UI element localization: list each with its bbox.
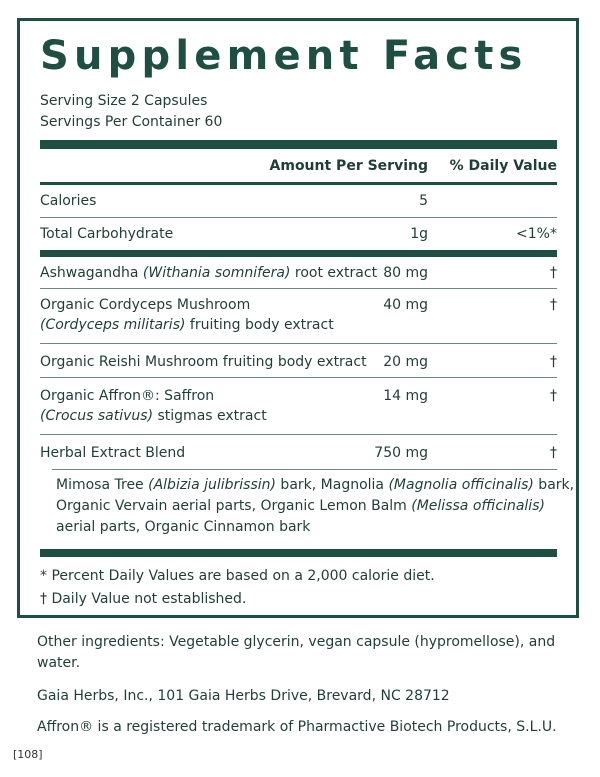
dv-header: % Daily Value <box>449 158 557 174</box>
ingredient-amount: 40 mg <box>383 297 428 313</box>
servings-per-container: Servings Per Container 60 <box>40 114 223 130</box>
label-code: [108] <box>13 748 43 761</box>
ingredient-dv: † <box>550 388 557 404</box>
ingredient-dv: † <box>550 265 557 281</box>
other-ingredients: Other ingredients: Vegetable glycerin, vegan capsule (hypromellose), and water. <box>37 634 556 671</box>
ingredient-dv: † <box>550 445 557 461</box>
thick-rule <box>40 250 557 257</box>
ingredient-name: Ashwagandha (Withania somnifera) root extract <box>40 265 378 281</box>
row-divider <box>40 377 557 378</box>
row-divider <box>40 434 557 435</box>
ingredient-dv: † <box>550 354 557 370</box>
supplement-facts-panel <box>17 18 579 618</box>
blend-components: Mimosa Tree (Albizia julibrissin) bark, Magnolia (Magnolia officinalis) bark, Organic Vervain aerial parts, Organic Lemon Balm (Melissa officinalis) aerial parts, Organic Cinnamon bark <box>56 477 575 535</box>
ingredient-amount: 14 mg <box>383 388 428 404</box>
company-address: Gaia Herbs, Inc., 101 Gaia Herbs Drive, Brevard, NC 28712 <box>37 688 450 704</box>
thick-rule <box>40 549 557 557</box>
nutrient-amount: 5 <box>419 193 428 209</box>
ingredient-name: Organic Cordyceps Mushroom (Cordyceps militaris) fruiting body extract <box>40 297 334 333</box>
ingredient-amount: 20 mg <box>383 354 428 370</box>
row-divider <box>40 217 557 218</box>
ingredient-amount: 80 mg <box>383 265 428 281</box>
panel-title: Supplement Facts <box>40 33 528 79</box>
trademark-notice: Affron® is a registered trademark of Pharmactive Biotech Products, S.L.U. <box>37 719 557 735</box>
ingredient-row <box>40 295 557 337</box>
ingredient-dv: † <box>550 297 557 313</box>
nutrient-name: Total Carbohydrate <box>40 226 174 242</box>
nutrient-amount: 1g <box>410 226 428 242</box>
ingredient-name: Herbal Extract Blend <box>40 445 186 461</box>
ingredient-name: Organic Reishi Mushroom fruiting body extract <box>40 354 367 370</box>
row-divider <box>52 469 557 470</box>
row-divider <box>40 343 557 344</box>
amount-header: Amount Per Serving <box>269 158 428 174</box>
footnote-daily-values: * Percent Daily Values are based on a 2,000 calorie diet. <box>40 568 435 584</box>
nutrient-dv: <1%* <box>516 226 557 242</box>
nutrient-name: Calories <box>40 193 97 209</box>
thick-rule <box>40 140 557 149</box>
ingredient-row <box>40 386 557 428</box>
serving-size: Serving Size 2 Capsules <box>40 93 208 109</box>
footnote-not-established: † Daily Value not established. <box>40 591 247 607</box>
ingredient-name: Organic Affron®: Saffron (Crocus sativus) stigmas extract <box>40 388 267 424</box>
row-divider <box>40 288 557 289</box>
medium-rule <box>40 182 557 185</box>
ingredient-amount: 750 mg <box>374 445 428 461</box>
